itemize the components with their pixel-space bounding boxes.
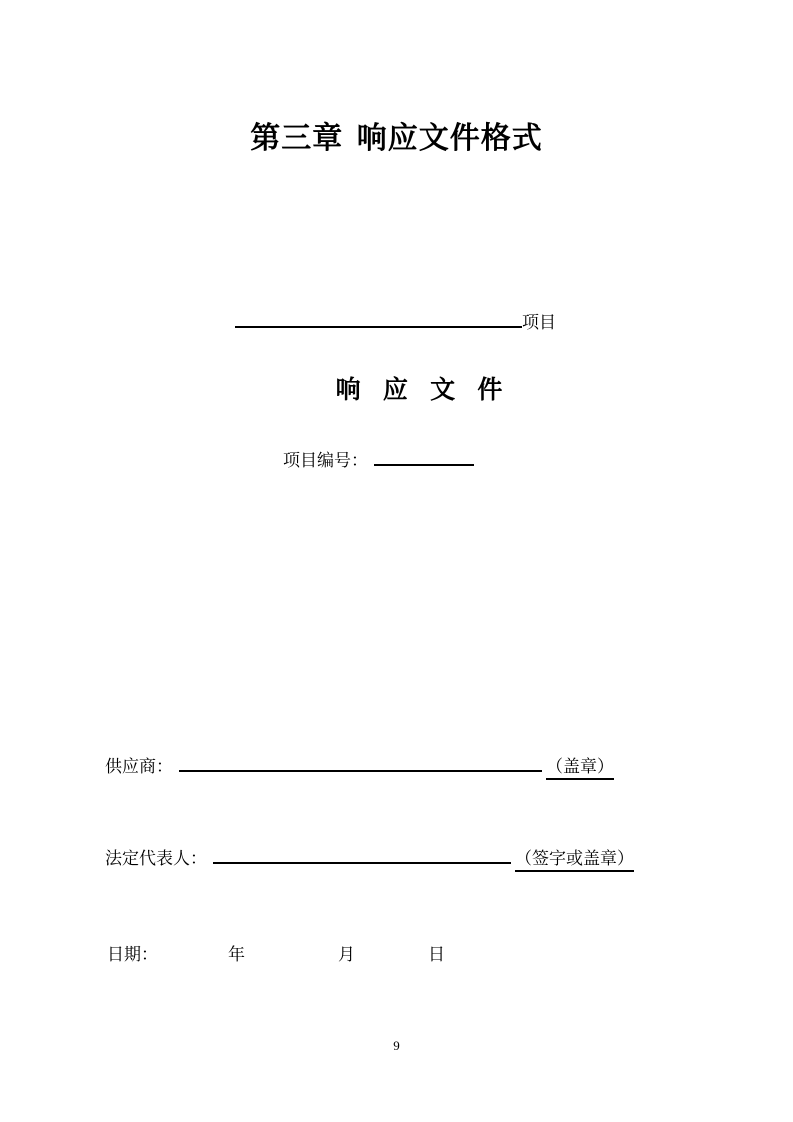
legal-rep-seal-note: （签字或盖章）: [515, 848, 634, 872]
project-number-line: [283, 450, 474, 472]
supplier-signature-line: [105, 756, 614, 780]
page-number: 9: [393, 1038, 400, 1053]
legal-rep-blank: [213, 862, 511, 864]
project-name-line: [235, 312, 556, 334]
date-line: [107, 944, 527, 968]
legal-rep-label: 法定代表人：: [105, 849, 207, 868]
project-name-blank: [235, 326, 522, 328]
document-title: 响 应 文 件: [335, 377, 508, 404]
supplier-seal-note: （盖章）: [546, 756, 614, 780]
project-suffix-label: 项目: [522, 313, 556, 332]
supplier-blank: [179, 770, 542, 772]
year-label: 年: [228, 945, 245, 964]
day-label: 日: [428, 945, 445, 964]
chapter-title: 第三章 响应文件格式: [250, 122, 543, 155]
project-number-label: 项目编号：: [283, 451, 368, 470]
date-label: 日期：: [107, 945, 158, 964]
month-label: 月: [338, 945, 355, 964]
project-number-blank: [374, 464, 474, 466]
supplier-label: 供应商：: [105, 757, 173, 776]
legal-rep-signature-line: [105, 848, 634, 872]
